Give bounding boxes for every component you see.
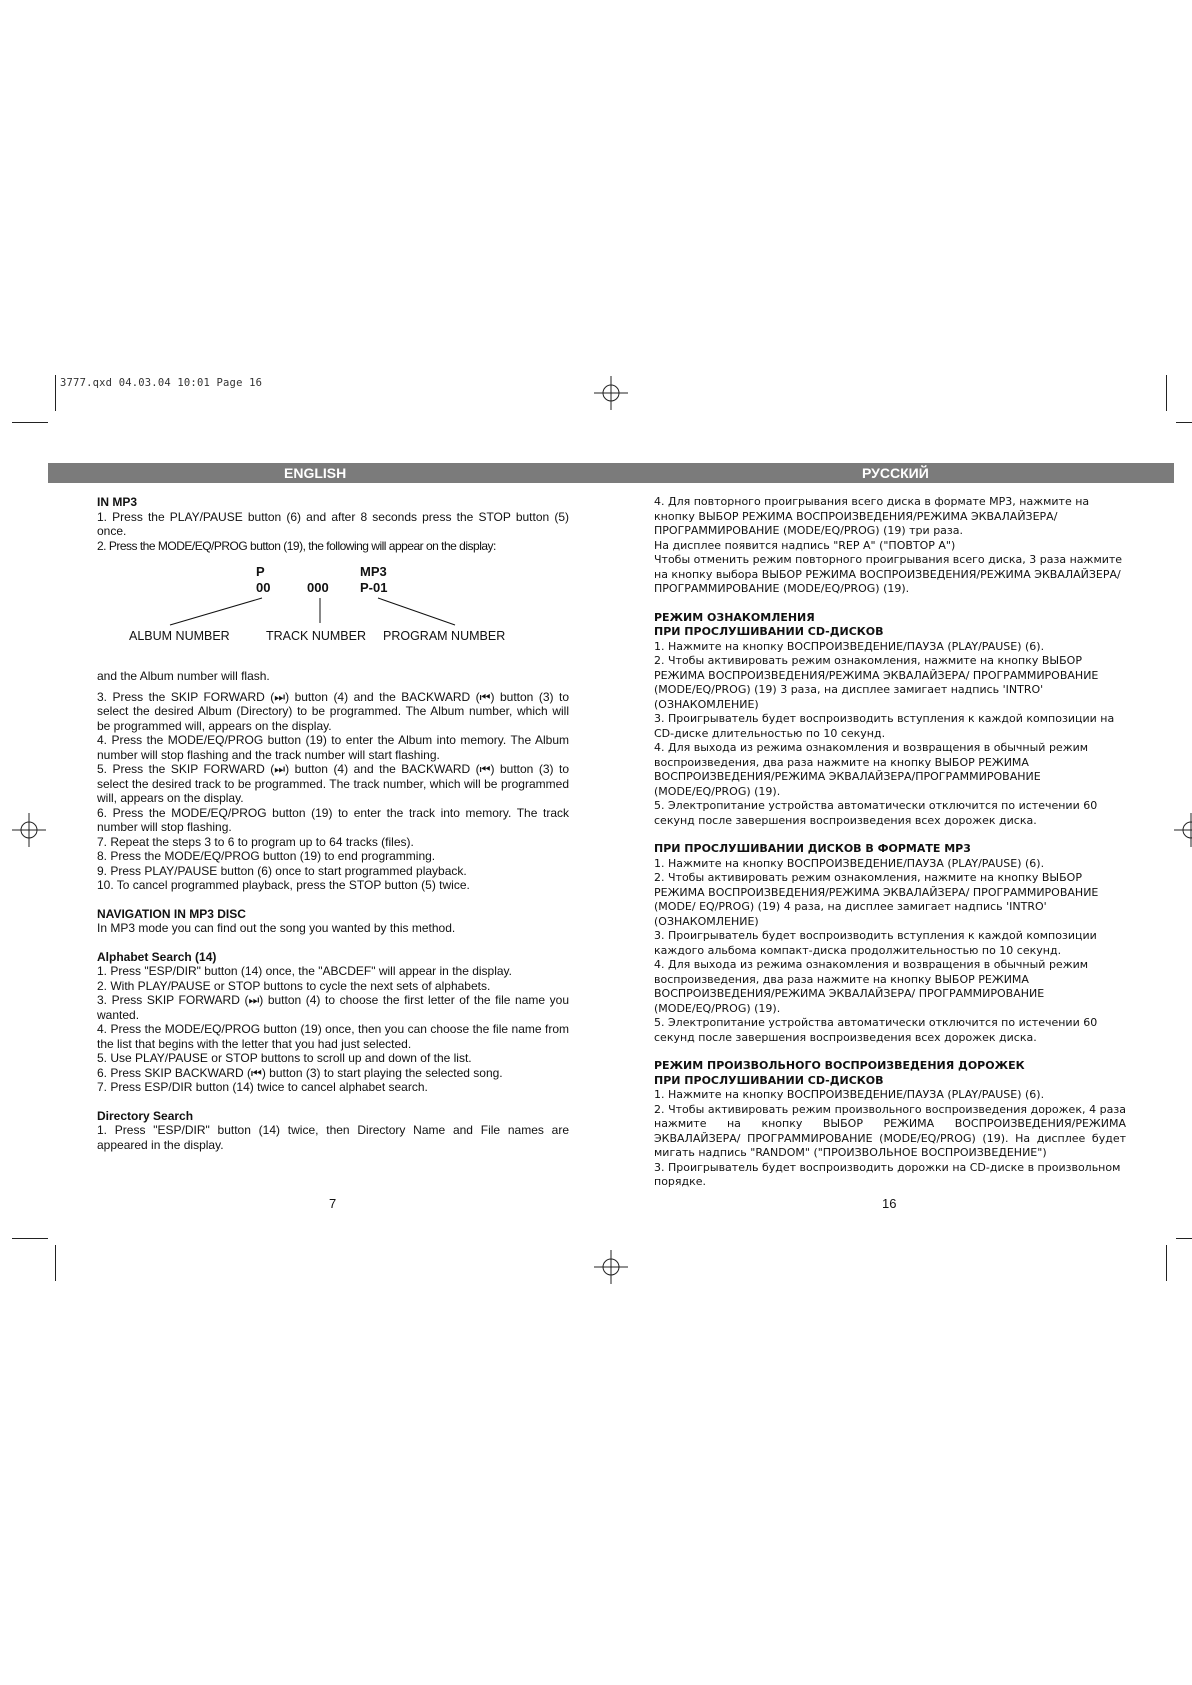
paragraph: 2. Чтобы активировать режим ознакомления, нажмите на кнопку ВЫБОР РЕЖИМА ВОСПРОИЗВЕДЕНИЯ/РЕЖИМА ЭКВАЛАЙЗЕРА/ ПРОГРАММИРОВАНИЕ (MODE/ EQ/PROG) (19) 4 раза, на дисплее замигает надпись 'INTRO' (ОЗНАКОМЛЕНИЕ) xyxy=(654,871,1099,928)
paragraph: 9. Press PLAY/PAUSE button (6) once to start programmed playback. xyxy=(97,863,467,878)
section-heading: Alphabet Search (14) xyxy=(97,949,217,964)
program-number-label: PROGRAM NUMBER xyxy=(383,629,506,643)
paragraph: 4. Для повторного проигрывания всего диска в формате MP3, нажмите на кнопку ВЫБОР РЕЖИМА ВОСПРОИЗВЕДЕНИЯ/РЕЖИМА ЭКВАЛАЙЗЕРА/ ПРОГРАММИРОВАНИЕ (MODE/EQ/PROG) (19) три раза. xyxy=(654,495,1090,537)
paragraph: 5. Электропитание устройства автоматически отключится по истечении 60 секунд после завершения воспроизведения всех дорожек диска. xyxy=(654,1016,1098,1044)
paragraph: 5. Press the SKIP FORWARD (⏭) button (4) and the BACKWARD (⏮) button (3) to select the desired track to be programmed. The track number, which will be programmed will, appears on the display. xyxy=(97,762,569,805)
section-heading: ПРИ ПРОСЛУШИВАНИИ ДИСКОВ В ФОРМАТЕ MP3 xyxy=(654,842,971,855)
paragraph: 6. Press the MODE/EQ/PROG button (19) to enter the track into memory. The track number will stop flashing. xyxy=(97,805,569,834)
display-diagram xyxy=(97,557,569,667)
paragraph: 4. Press the MODE/EQ/PROG button (19) once, then you can choose the file name from the list that begins with the letter that you had just selected. xyxy=(97,1022,569,1051)
diagram-leader-lines xyxy=(97,557,569,667)
paragraph: 10. To cancel programmed playback, press the STOP button (5) twice. xyxy=(97,878,470,892)
paragraph: 7. Press ESP/DIR button (14) twice to cancel alphabet search. xyxy=(97,1080,428,1094)
paragraph: 3. Проигрыватель будет воспроизводить вступления к каждой композиции на CD-диске длительностью по 10 секунд. xyxy=(654,712,1115,740)
section-heading: Directory Search xyxy=(97,1108,194,1123)
russian-column xyxy=(654,495,1126,1190)
crop-mark xyxy=(1176,1238,1192,1239)
registration-mark-icon xyxy=(1174,813,1192,847)
english-column xyxy=(97,495,569,1152)
display-p: P xyxy=(256,564,265,579)
paragraph: 4. Для выхода из режима ознакомления и возвращения в обычный режим воспроизведения, два раза нажмите на кнопку ВЫБОР РЕЖИМА ВОСПРОИЗВЕДЕНИЯ/РЕЖИМА ЭКВАЛАЙЗЕРА/ ПРОГРАММИРОВАНИЕ (MODE/EQ/PROG) (19). xyxy=(654,958,1089,1015)
section-heading: ПРИ ПРОСЛУШИВАНИИ CD-ДИСКОВ xyxy=(654,625,884,638)
display-track-value: 000 xyxy=(307,580,329,595)
crop-mark xyxy=(12,422,48,423)
display-mp3: MP3 xyxy=(360,564,387,579)
paragraph: 2. With PLAY/PAUSE or STOP buttons to cycle the next sets of alphabets. xyxy=(97,978,491,993)
language-header-bar xyxy=(48,463,1174,483)
paragraph: 2. Press the MODE/EQ/PROG button (19), the following will appear on the display: xyxy=(97,538,496,553)
album-number-label: ALBUM NUMBER xyxy=(129,629,230,643)
paragraph: 4. Press the MODE/EQ/PROG button (19) to enter the Album into memory. The Album number will stop flashing and the track number will start flashing. xyxy=(97,733,569,762)
paragraph: 2. Чтобы активировать режим ознакомления, нажмите на кнопку ВЫБОР РЕЖИМА ВОСПРОИЗВЕДЕНИЯ/РЕЖИМА ЭКВАЛАЙЗЕРА/ ПРОГРАММИРОВАНИЕ (MODE/EQ/PROG) (19) 3 раза, на дисплее замигает надпись 'INTRO' (ОЗНАКОМЛЕНИЕ) xyxy=(654,654,1099,711)
registration-mark-icon xyxy=(12,813,46,847)
section-heading: NAVIGATION IN MP3 DISC xyxy=(97,906,246,921)
crop-mark xyxy=(1176,422,1192,423)
paragraph: In MP3 mode you can find out the song you wanted by this method. xyxy=(97,921,456,935)
paragraph: 7. Repeat the steps 3 to 6 to program up to 64 tracks (files). xyxy=(97,834,414,849)
paragraph: 1. Press the PLAY/PAUSE button (6) and after 8 seconds press the STOP button (5) once. xyxy=(97,509,569,538)
paragraph: 3. Проигрыватель будет воспроизводить вступления к каждой композиции каждого альбома компакт-диска продолжительностью по 10 секунд. xyxy=(654,929,1097,957)
page-number-left: 7 xyxy=(329,1196,337,1211)
header-english: ENGLISH xyxy=(284,465,347,481)
paragraph: 5. Электропитание устройства автоматически отключится по истечении 60 секунд после завершения воспроизведения всех дорожек диска. xyxy=(654,799,1098,827)
paragraph: 5. Use PLAY/PAUSE or STOP buttons to scroll up and down of the list. xyxy=(97,1051,472,1065)
paragraph: 3. Press SKIP FORWARD (⏭) button (4) to choose the first letter of the file name you wanted. xyxy=(97,993,569,1022)
registration-mark-icon xyxy=(594,1250,628,1284)
track-number-label: TRACK NUMBER xyxy=(266,629,367,643)
registration-mark-icon xyxy=(594,376,628,410)
display-album-value: 00 xyxy=(256,580,271,595)
crop-mark xyxy=(55,375,56,411)
section-heading: IN MP3 xyxy=(97,495,138,509)
paragraph: 1. Нажмите на кнопку ВОСПРОИЗВЕДЕНИЕ/ПАУЗА (PLAY/PAUSE) (6). xyxy=(654,856,1045,870)
section-heading: РЕЖИМ ОЗНАКОМЛЕНИЯ xyxy=(654,610,815,624)
paragraph: 3. Press the SKIP FORWARD (⏭) button (4) and the BACKWARD (⏮) button (3) to select the desired Album (Directory) to be programmed. The Album number, which will be programmed will, appears on the display. xyxy=(97,689,569,733)
page-number-right: 16 xyxy=(882,1196,897,1211)
crop-mark xyxy=(1166,1245,1167,1281)
paragraph: 1. Нажмите на кнопку ВОСПРОИЗВЕДЕНИЕ/ПАУЗА (PLAY/PAUSE) (6). xyxy=(654,1088,1045,1101)
section-heading: ПРИ ПРОСЛУШИВАНИИ CD-ДИСКОВ xyxy=(654,1073,884,1087)
paragraph: 2. Чтобы активировать режим произвольного воспроизведения дорожек, 4 раза нажмите на кнопку ВЫБОР РЕЖИМА ВОСПРОИЗВЕДЕНИЯ/РЕЖИМА ЭКВАЛАЙЗЕРА/ ПРОГРАММИРОВАНИЕ (MODE/EQ/PROG) (19). На дисплее будет мигать надпись "RANDOM" ("ПРОИЗВОЛЬНОЕ ВОСПРОИЗВЕДЕНИЕ") xyxy=(654,1102,1126,1159)
section-heading: РЕЖИМ ПРОИЗВОЛЬНОГО ВОСПРОИЗВЕДЕНИЯ ДОРОЖЕК xyxy=(654,1059,1025,1072)
paragraph: 1. Нажмите на кнопку ВОСПРОИЗВЕДЕНИЕ/ПАУЗА (PLAY/PAUSE) (6). xyxy=(654,639,1045,653)
paragraph: 8. Press the MODE/EQ/PROG button (19) to end programming. xyxy=(97,849,436,863)
crop-mark xyxy=(12,1238,48,1239)
crop-mark xyxy=(55,1245,56,1281)
paragraph: 6. Press SKIP BACKWARD (⏮) button (3) to start playing the selected song. xyxy=(97,1065,503,1080)
paragraph: 4. Для выхода из режима ознакомления и возвращения в обычный режим воспроизведения, два раза нажмите на кнопку ВЫБОР РЕЖИМА ВОСПРОИЗВЕДЕНИЯ/РЕЖИМА ЭКВАЛАЙЗЕРА/ПРОГРАММИРОВАНИЕ (MODE/EQ/PROG) (19). xyxy=(654,741,1089,798)
print-slug: 3777.qxd 04.03.04 10:01 Page 16 xyxy=(60,377,263,389)
paragraph: На дисплее появится надпись "REP A" ("ПОВТОР A") xyxy=(654,538,956,552)
display-program-value: P-01 xyxy=(360,580,388,595)
crop-mark xyxy=(1166,375,1167,411)
paragraph: and the Album number will flash. xyxy=(97,669,270,683)
paragraph: 1. Press "ESP/DIR" button (14) twice, then Directory Name and File names are appeared in the display. xyxy=(97,1123,569,1152)
paragraph: 1. Press "ESP/DIR" button (14) once, the "ABCDEF" will appear in the display. xyxy=(97,964,513,978)
header-russian: РУССКИЙ xyxy=(862,465,929,481)
paragraph: 3. Проигрыватель будет воспроизводить дорожки на CD-диске в произвольном порядке. xyxy=(654,1160,1121,1188)
paragraph: Чтобы отменить режим повторного проигрывания всего диска, 3 раза нажмите на кнопку выбора ВЫБОР РЕЖИМА ВОСПРОИЗВЕДЕНИЯ/РЕЖИМА ЭКВАЛАЙЗЕРА/ ПРОГРАММИРОВАНИЕ (MODE/EQ/PROG) (19). xyxy=(654,553,1123,595)
